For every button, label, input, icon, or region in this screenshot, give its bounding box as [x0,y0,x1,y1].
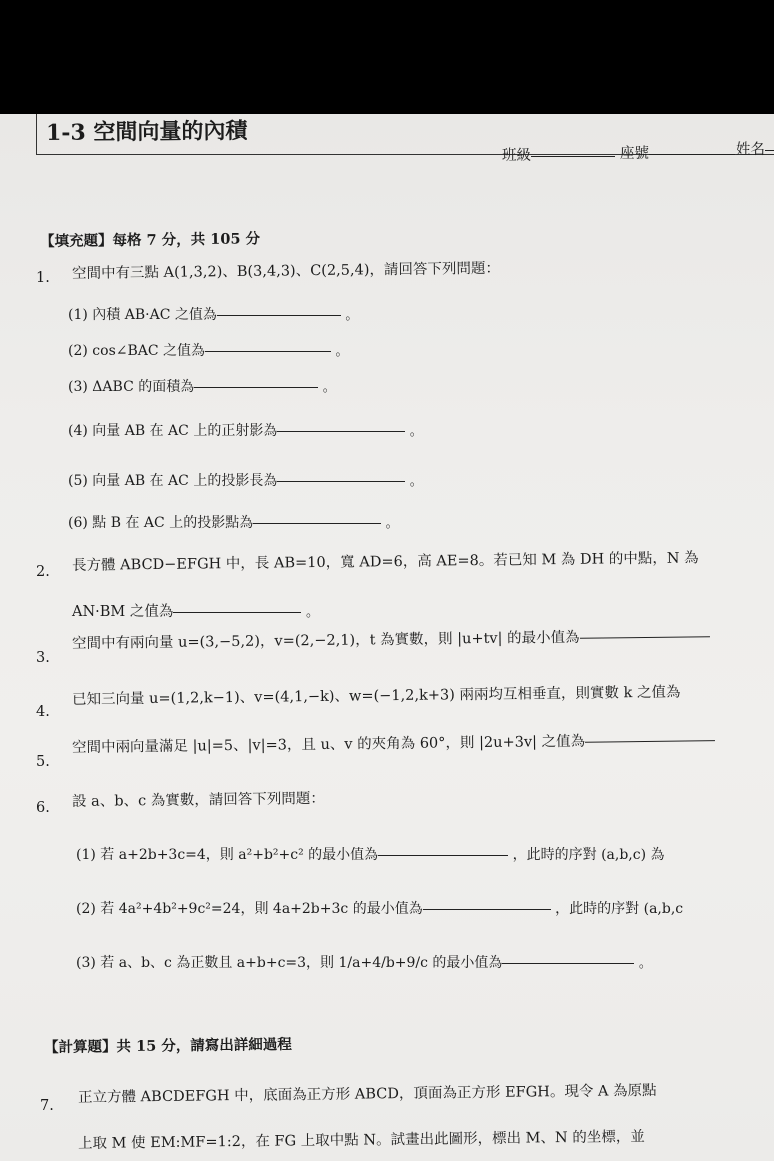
q6-part-1: (1) 若 a+2b+3c=4，則 a²+b²+c² 的最小值為 ，此時的序對 (a,b,c) 為 [76,847,665,863]
question-1-number: 1. [36,270,50,286]
question-5-text: 空間中兩向量滿足 |u|=5、|v|=3，且 u、v 的夾角為 60°，則 |2u+3v| 之值為 [72,728,715,757]
q1-part-3: (3) ΔABC 的面積為 。 [68,379,336,395]
calculation-section-heading: 【計算題】共 15 分，請寫出詳細過程 [43,1035,292,1056]
question-3-number: 3. [36,650,50,666]
question-1-text: 空間中有三點 A(1,3,2)、B(3,4,3)、C(2,5,4)，請回答下列問題： [71,260,501,282]
page-title: 1-3 空間向量的內積 [45,117,248,146]
question-2-line-2: AN·BM 之值為 。 [72,604,320,620]
question-3-text: 空間中有兩向量 u=(3,−5,2)，v=(2,−2,1)，t 為實數，則 |u+tv| 的最小值為 [72,624,710,653]
question-7-line-2: 上取 M 使 EM:MF=1:2，在 FG 上取中點 N。試畫出此圖形，標出 M、N 的坐標，並 [77,1129,645,1152]
q1-part-5: (5) 向量 AB 在 AC 上的投影長為 。 [68,473,423,489]
question-4-text: 已知三向量 u=(1,2,k−1)、v=(4,1,−k)、w=(−1,2,k+3) 兩兩均互相垂直，則實數 k 之值為 [71,684,681,708]
q6-part-2: (2) 若 4a²+4b²+9c²=24，則 4a+2b+3c 的最小值為 ，此時的序對 (a,b,c [76,901,684,917]
question-7-text: 正立方體 ABCDEFGH 中，底面為正方形 ABCD，頂面為正方形 EFGH。現令 A 為原點 [77,1082,657,1106]
question-2-text: 長方體 ABCD−EFGH 中，長 AB=10，寬 AD=6，高 AE=8。若已知 M 為 DH 的中點，N 為 [71,550,699,574]
seat-field: 座號 [620,142,735,163]
question-2-number: 2. [36,564,50,580]
fill-in-section-heading: 【填充題】每格 7 分，共 105 分 [39,230,261,250]
q6-part-3: (3) 若 a、b、c 為正數且 a+b+c=3，則 1/a+4/b+9/c 的最小值為 。 [76,955,652,971]
class-field: 班級 [502,144,615,165]
name-field: 姓名 [736,138,774,159]
q1-part-1: (1) 內積 AB·AC 之值為 。 [68,307,359,323]
q1-part-6: (6) 點 B 在 AC 上的投影點為 。 [68,515,399,531]
question-6-number: 6. [36,800,50,816]
question-6-text: 設 a、b、c 為實數，請回答下列問題： [71,790,325,810]
question-7-number: 7. [40,1098,54,1114]
worksheet-page [0,114,774,1161]
q1-part-2: (2) cos∠BAC 之值為 。 [68,343,349,359]
question-4-number: 4. [36,704,50,720]
q1-part-4: (4) 向量 AB 在 AC 上的正射影為 。 [68,423,423,439]
question-5-number: 5. [36,754,50,770]
